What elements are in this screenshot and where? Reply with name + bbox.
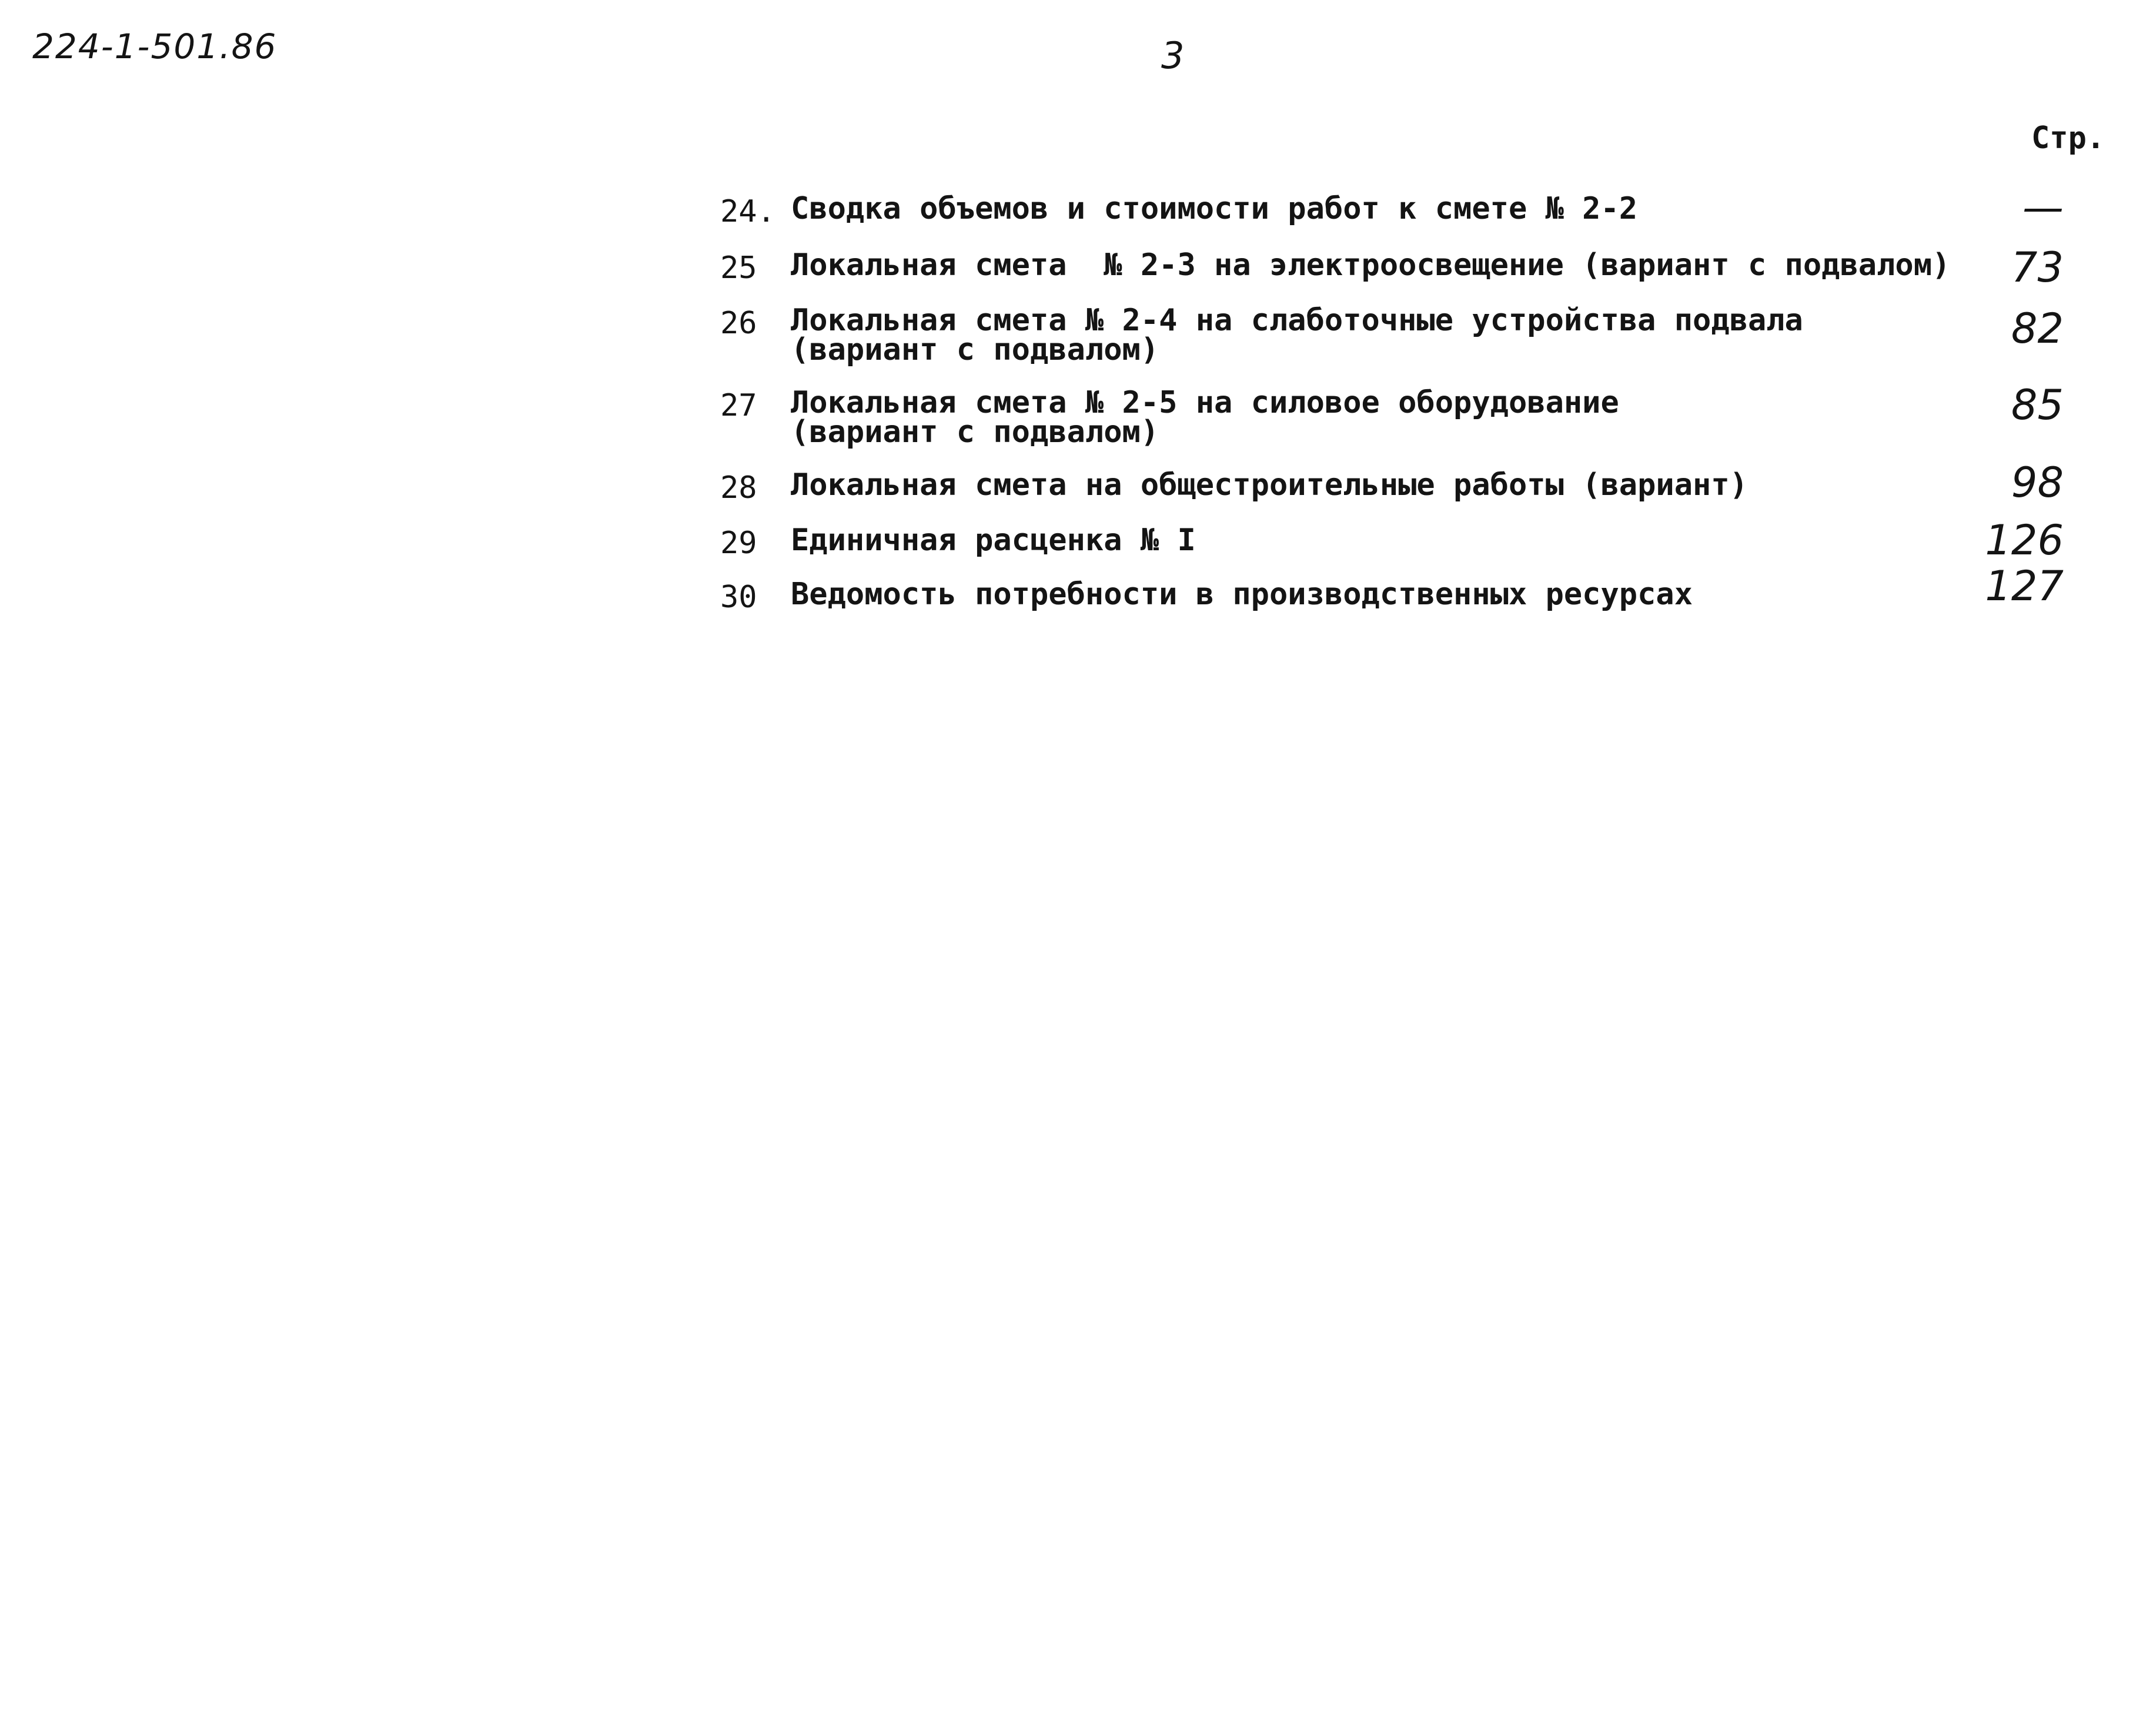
- toc-item-number: 29: [720, 526, 757, 561]
- toc-item-page: 126: [1985, 516, 2064, 564]
- toc-item-page: 85: [2011, 381, 2064, 429]
- document-code: 224-1-501.86: [32, 26, 278, 66]
- toc-title-line-2: (вариант с подвалом): [791, 414, 1159, 450]
- toc-item-title: [791, 577, 1693, 612]
- toc-title-line-1: Локальная смета № 2-5 на силовое оборудование: [791, 385, 1619, 420]
- toc-title-line-1: Ведомость потребности в производственных ресурсах: [791, 577, 1693, 612]
- toc-item-title: [791, 303, 1803, 367]
- toc-item-page: —: [2022, 183, 2064, 232]
- toc-item-page: 73: [2011, 243, 2064, 292]
- toc-title-line-1: Локальная смета № 2-4 на слаботочные устройства подвала: [791, 303, 1803, 338]
- toc-title-line-2: (вариант с подвалом): [791, 332, 1159, 367]
- toc-title-line-1: Локальная смета № 2-3 на электроосвещение (вариант с подвалом): [791, 247, 1951, 283]
- toc-item-title: [791, 247, 1951, 283]
- toc-item-title: [791, 467, 1748, 503]
- toc-item-number: 25: [720, 250, 757, 286]
- page-number: 3: [1161, 34, 1185, 77]
- toc-title-line-1: Единичная расценка № I: [791, 523, 1196, 558]
- toc-item-title: [791, 523, 1196, 558]
- toc-item-page: 98: [2011, 459, 2064, 507]
- toc-item-number: 27: [720, 388, 757, 423]
- toc-item-number: 24.: [720, 194, 775, 229]
- toc-item-title: [791, 385, 1619, 450]
- toc-item-number: 26: [720, 306, 757, 341]
- toc-title-line-1: Сводка объемов и стоимости работ к смете № 2-2: [791, 191, 1638, 226]
- toc-item-number: 28: [720, 470, 757, 506]
- page-column-header: Стр.: [2031, 121, 2105, 156]
- toc-item-page: 82: [2011, 305, 2064, 353]
- toc-item-page: 127: [1985, 562, 2064, 610]
- toc-title-line-1: Локальная смета на общестроительные работы (вариант): [791, 467, 1748, 503]
- toc-item-number: 30: [720, 580, 757, 615]
- toc-item-title: [791, 191, 1638, 226]
